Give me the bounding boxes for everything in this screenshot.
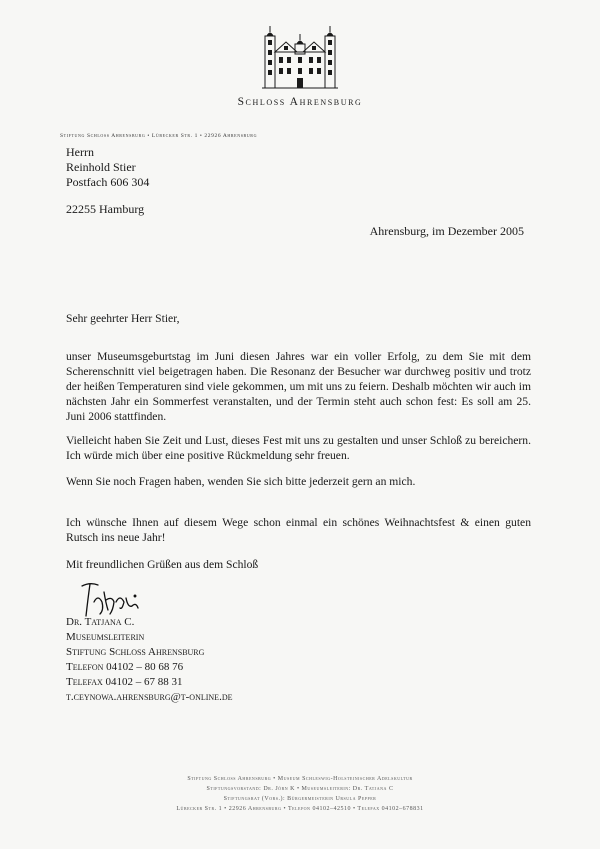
recipient-salutation-line: Herrn (66, 145, 94, 159)
footer-line-1: Stiftung Schloss Ahrensburg • Museum Schleswig-Holsteinischer Adelskultur (187, 776, 413, 782)
letter-date: Ahrensburg, im Dezember 2005 (369, 224, 524, 238)
footer-line-2: Stiftungsvorstand: Dr. Jörn K • Museumsleiterin: Dr. Tatjana C (206, 786, 394, 792)
letter-paragraph-4: Ich wünsche Ihnen auf diesem Wege schon einmal ein schönes Weihnachtsfest & einen guten Rutsch ins neue Jahr! (66, 516, 531, 544)
signatory-fax: Telefax 04102 – 67 88 31 (66, 676, 183, 688)
footer-line-4: Lübecker Str. 1 • 22926 Ahrensburg • Telefon 04102–42510 • Telefax 04102–678831 (176, 806, 424, 812)
letter-greeting: Sehr geehrter Herr Stier, (66, 312, 180, 325)
letter-closing: Mit freundlichen Grüßen aus dem Schloß (66, 558, 259, 571)
letter-paragraph-2: Vielleicht haben Sie Zeit und Lust, dieses Fest mit uns zu gestalten und unser Schloß zu bereichern. Ich würde mich über eine positive Rückmeldung sehr freuen. (66, 434, 531, 462)
sender-address-line: Stiftung Schloss Ahrensburg • Lübecker Str. 1 • 22926 Ahrensburg (60, 133, 258, 139)
recipient-city: 22255 Hamburg (66, 202, 145, 216)
recipient-po-box: Postfach 606 304 (66, 175, 150, 189)
signatory-email-link[interactable]: t.ceynowa.ahrensburg@t-online.de (66, 691, 233, 703)
letter-paragraph-3: Wenn Sie noch Fragen haben, wenden Sie sich bitte jederzeit gern an mich. (66, 475, 416, 488)
signatory-name: Dr. Tatjana C. (66, 616, 135, 628)
signatory-phone: Telefon 04102 – 80 68 76 (66, 661, 184, 673)
signatory-organization: Stiftung Schloss Ahrensburg (66, 646, 205, 658)
castle-icon (262, 24, 338, 90)
footer-line-3: Stiftungsrat (Vors.): Bürgermeisterin Ursula Pepper (223, 796, 377, 802)
recipient-name: Reinhold Stier (66, 160, 136, 174)
letter-paragraph-1: unser Museumsgeburtstag im Juni diesen Jahres war ein voller Erfolg, zu dem Sie mit dem Scherenschnitt viel beigetragen haben. Die Resonanz der Besucher war durchweg positiv und trotz der heißen Temperaturen sind viele gekommen, um mit uns zu feiern. Deshalb möchten wir auch im nächsten Jahr ein Sommerfest veranstalten, und der Termin steht auch schon fest: Es soll am 25. Juni 2006 stattfinden. (66, 350, 531, 423)
castle-logo (0, 24, 600, 95)
letterhead-title: Schloss Ahrensburg (237, 96, 363, 108)
signatory-title: Museumsleiterin (66, 631, 145, 643)
